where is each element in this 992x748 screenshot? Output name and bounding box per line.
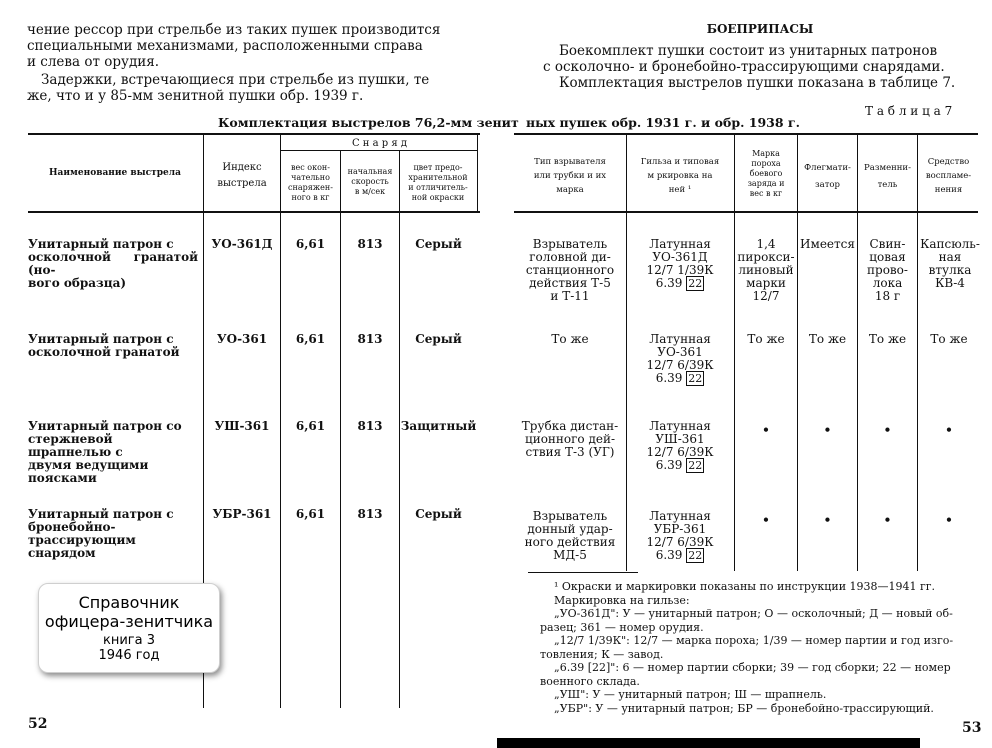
row-speed: 813 — [357, 507, 383, 521]
header-speed: начальная скорость в м/сек — [347, 167, 393, 196]
row-color: Серый — [415, 332, 462, 346]
row-index: УБР-361 — [212, 507, 272, 521]
ditto-mark: • — [762, 513, 770, 527]
sticker-subtitle: офицера-зенитчика — [44, 612, 214, 631]
table-row: Взрыватель головной ди- станционного действия Т-5 и Т-11 — [525, 237, 615, 303]
row-index: УО-361 — [216, 332, 268, 346]
row-ignit: То же — [930, 332, 968, 346]
ditto-mark: • — [883, 513, 892, 527]
header-ignit: Средство воспламе- нения — [925, 157, 972, 195]
sticker-year: 1946 год — [98, 648, 160, 663]
row-speed: 813 — [357, 237, 383, 251]
row-case: Латунная УШ-361 12/7 6/39К 6.39 22 — [646, 419, 714, 472]
row-case: Латунная УО-361 12/7 6/39К 6.39 22 — [646, 332, 714, 385]
footnotes: ¹ Окраски и маркировки показаны по инструкции 1938—1941 гг. Маркировка на гильзе: „УО-361Д": У — унитарный патрон; О — осколочный; Д — новый об- разец; 361 — номер орудия. „12/7 1/39К": 12/7 — марка пороха; 1/39 — номер партии и год изго- товления; К — завод. „6.39 [22]": 6 — номер партии сборки; 39 — год сборки; 22 — номер военного склада. „УШ": У — унитарный патрон; Ш — шрапнель. „УБР": У — унитарный патрон; БР — бронебойно-трассирующий. — [540, 580, 954, 715]
row-weight: 6,61 — [295, 332, 326, 346]
sticker-title: Справочник — [78, 593, 180, 612]
sticker-book: книга 3 — [103, 633, 155, 648]
book-info-sticker — [38, 583, 220, 673]
row-powder: 1,4 пирокси- линовый марки 12/7 — [737, 237, 795, 303]
section-heading: БОЕПРИПАСЫ — [706, 22, 814, 36]
stamp-box: 22 — [688, 459, 703, 472]
row-speed: 813 — [357, 419, 383, 433]
header-weight: вес окон- чательно снаряжен- ного в кг — [288, 163, 333, 202]
header-powder: Марка пороха боевого заряда и вес в кг — [747, 149, 785, 198]
row-case: Латунная УБР-361 12/7 6/39К 6.39 22 — [646, 509, 714, 562]
row-speed: 813 — [357, 332, 383, 346]
page-number-left: 52 — [28, 716, 48, 732]
row-powder: То же — [747, 332, 785, 346]
row-flegm: То же — [808, 332, 847, 346]
row-weight: 6,61 — [295, 237, 326, 251]
left-table-title: Комплектация выстрелов 76,2-мм зенит — [218, 115, 519, 130]
header-razm: Разменни- тель — [864, 163, 911, 190]
scan-edge-bar — [497, 738, 920, 748]
row-flegm: Имеется — [800, 237, 855, 251]
row-weight: 6,61 — [295, 419, 326, 433]
row-color: Серый — [415, 507, 462, 521]
row-ignit: Капсюль- ная втулка КВ-4 — [920, 237, 980, 290]
table-row: Унитарный патрон с осколочной гранатой (но- вого образца) — [28, 237, 198, 290]
ditto-mark: • — [762, 423, 770, 437]
ditto-mark: • — [945, 513, 953, 527]
table-row: Унитарный патрон с бронебойно-трассирующим снарядом — [28, 507, 174, 560]
table-row: Унитарный патрон с осколочной гранатой — [28, 332, 180, 359]
row-razm: То же — [868, 332, 907, 346]
page-number-right: 53 — [962, 720, 982, 736]
row-color: Серый — [415, 237, 462, 251]
ditto-mark: • — [823, 513, 832, 527]
table-row: Унитарный патрон со стержневой шрапнелью с двумя ведущими поясками — [28, 419, 182, 485]
row-index: УШ-361 — [214, 419, 270, 433]
ditto-mark: • — [823, 423, 832, 437]
row-case: Латунная УО-361Д 12/7 1/39К 6.39 22 — [646, 237, 714, 290]
header-fuse: Тип взрывателя или трубки и их марка — [533, 157, 607, 195]
header-flegm: Флегмати- затор — [804, 163, 851, 190]
table-row: Трубка дистан- ционного дей- ствия Т-3 (УГ) — [521, 419, 619, 459]
stamp-box: 22 — [688, 549, 703, 562]
row-index: УО-361Д — [211, 237, 273, 251]
table-row: То же — [551, 332, 589, 346]
table-row: Взрыватель донный удар- ного действия МД-5 — [524, 509, 616, 562]
left-para2: Задержки, встречающиеся при стрельбе из пушки, те же, что и у 85-мм зенитной пушки обр. 1939 г. — [27, 72, 430, 104]
right-table-title: ных пушек обр. 1931 г. и обр. 1938 г. — [526, 115, 800, 130]
row-weight: 6,61 — [295, 507, 326, 521]
row-color: Защитный — [400, 419, 477, 433]
header-color: цвет предо- хранительной и отличитель- ной окраски — [408, 163, 468, 202]
header-case: Гильза и типовая м ркировка на ней ¹ — [640, 157, 720, 195]
left-intro: чение рессор при стрельбе из таких пушек производится специальными механизмами, расположенными справа и слева от орудия. — [27, 22, 441, 70]
right-intro: Боекомплект пушки состоит из унитарных патронов с осколочно- и бронебойно-трассирующими снарядами. Комплектация выстрелов пушки показана в таблице 7. — [543, 43, 956, 91]
row-razm: Свин- цовая прово- лока 18 г — [867, 237, 908, 303]
stamp-box: 22 — [688, 372, 703, 385]
header-snaryad: С н а р я д — [351, 138, 408, 149]
stamp-box: 22 — [688, 277, 703, 290]
ditto-mark: • — [945, 423, 953, 437]
header-index: Индекс выстрела — [217, 162, 267, 189]
header-name: Наименование выстрела — [49, 168, 181, 178]
table-label: Т а б л и ц а 7 — [865, 104, 953, 118]
ditto-mark: • — [883, 423, 892, 437]
